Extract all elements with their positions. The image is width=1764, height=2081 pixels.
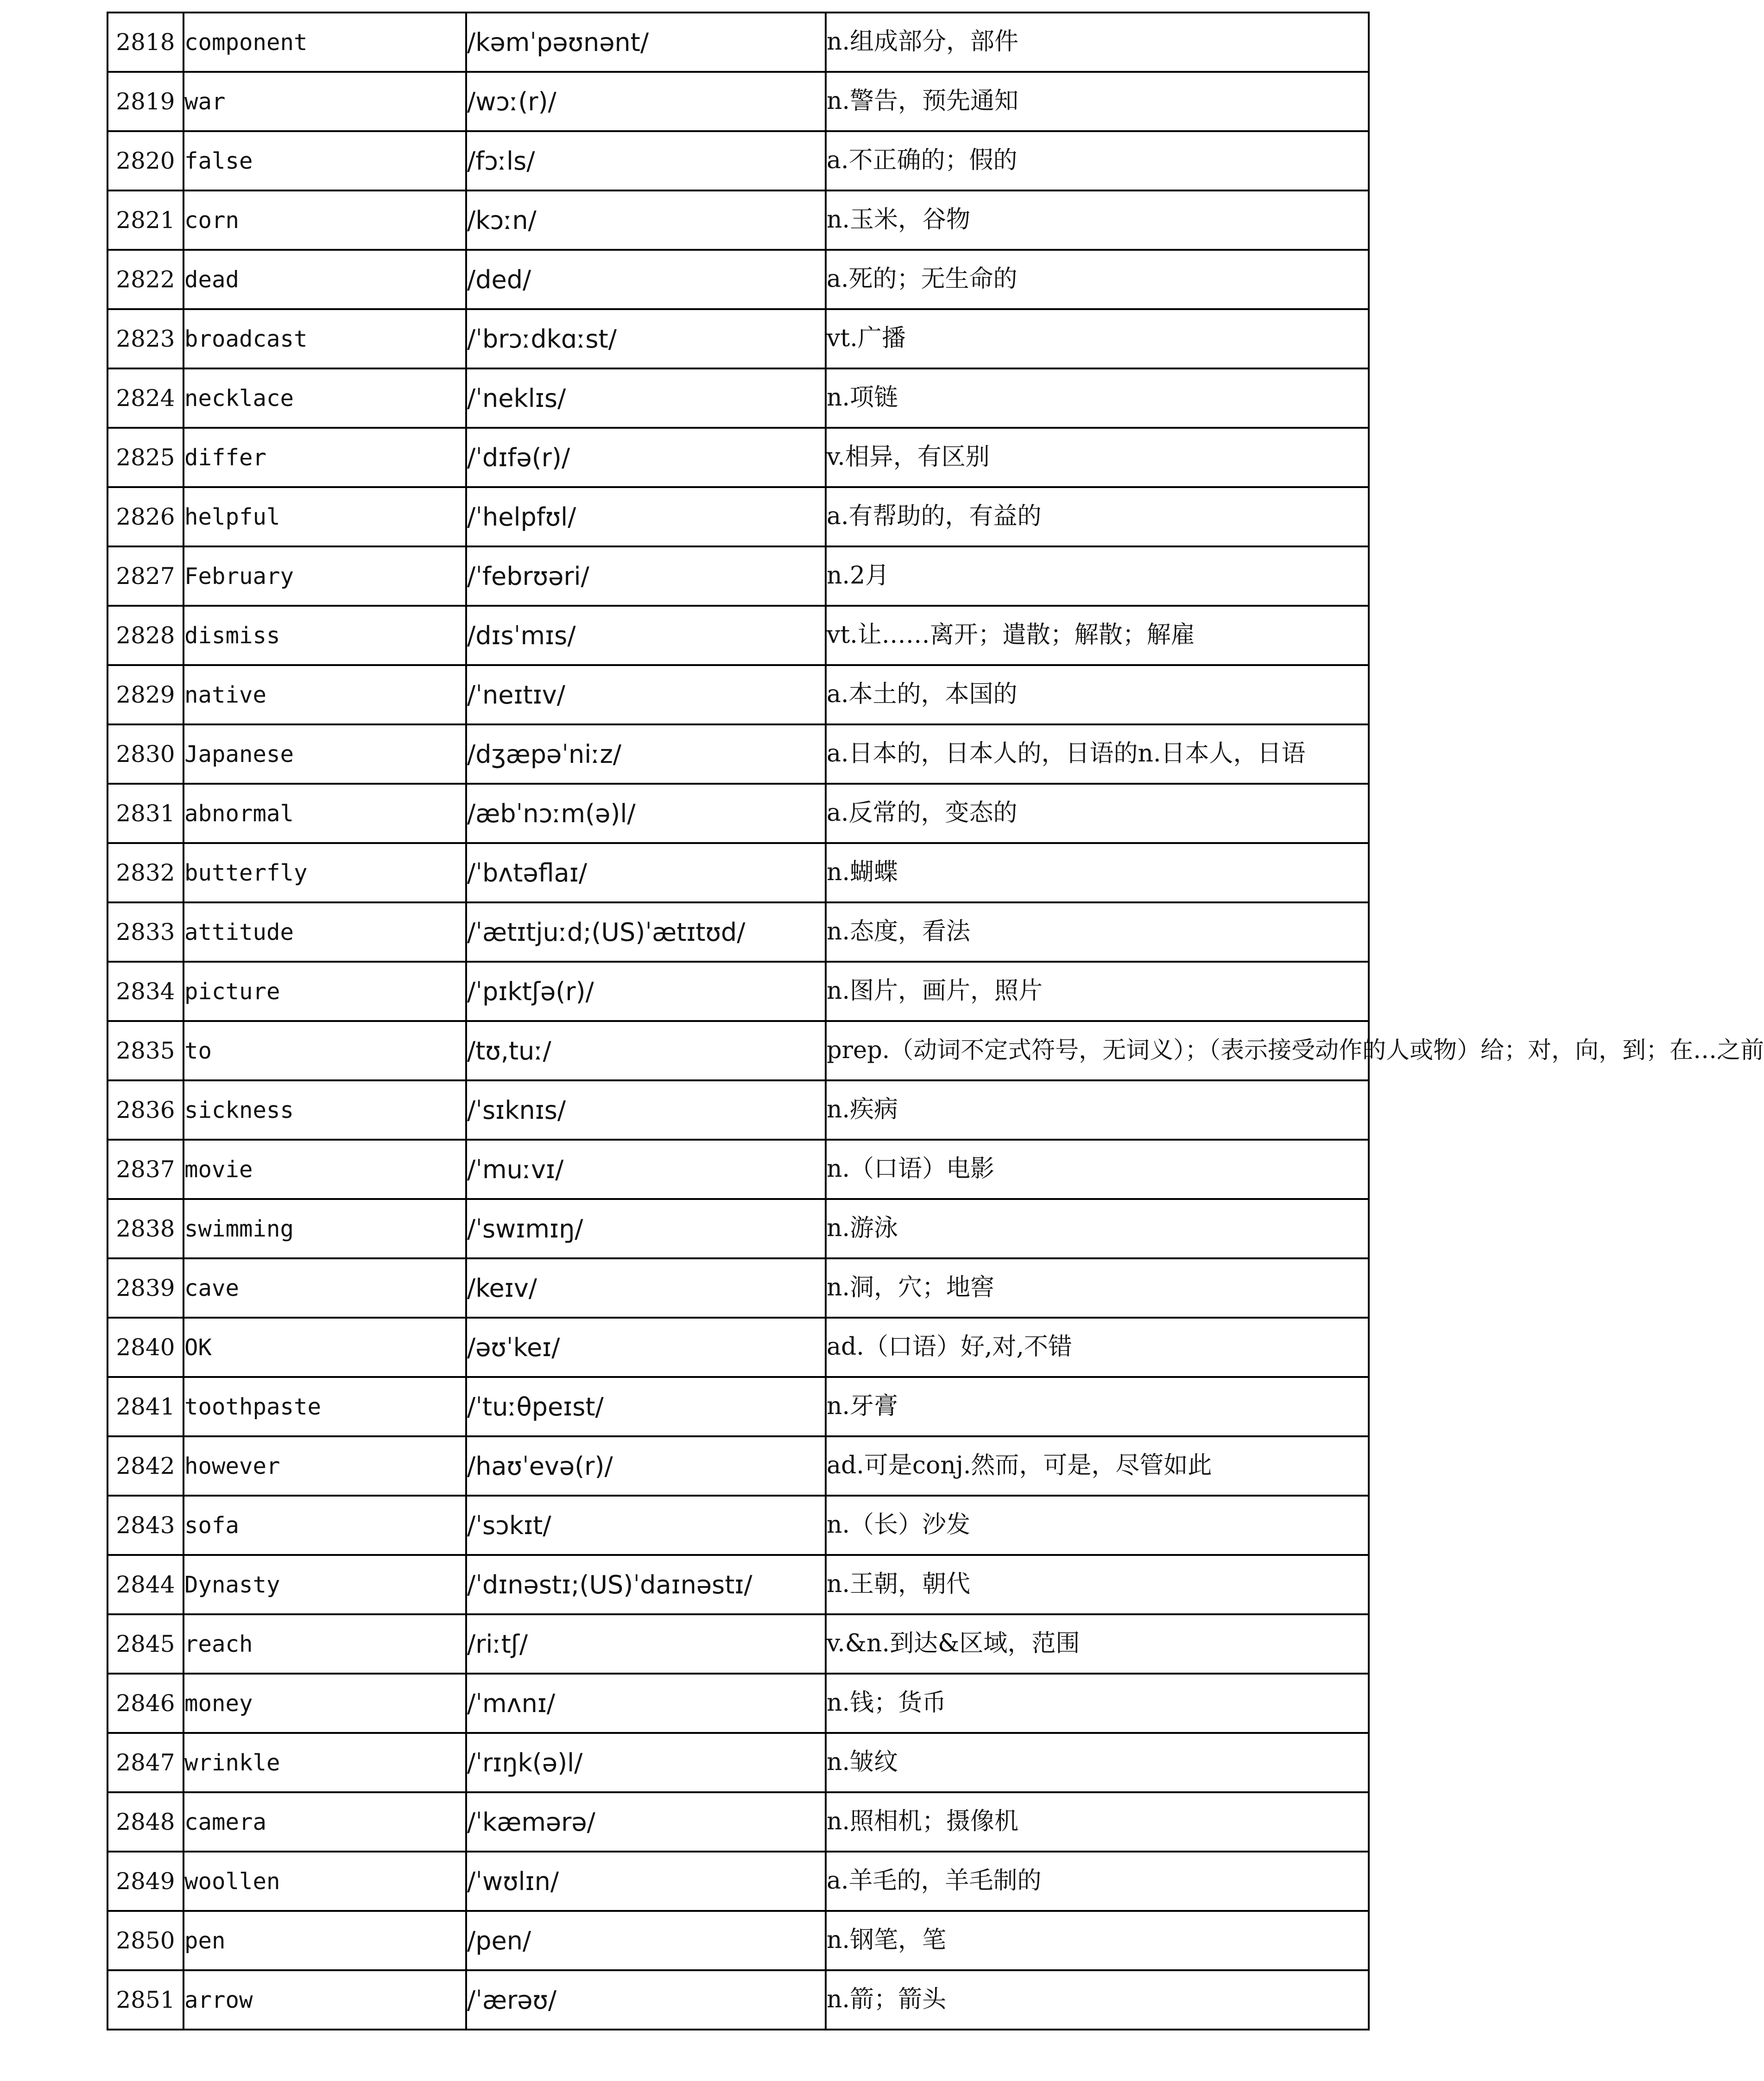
- entry-definition: n.钱；货币: [826, 1674, 1369, 1733]
- entry-pronunciation: /keɪv/: [466, 1258, 826, 1318]
- table-row: [107, 1555, 1369, 1614]
- vocabulary-sheet: [107, 12, 1764, 2030]
- entry-number: 2844: [107, 1555, 183, 1614]
- entry-number: 2820: [107, 131, 183, 190]
- entry-definition: n.项链: [826, 368, 1369, 428]
- entry-number: 2818: [107, 13, 183, 72]
- entry-definition: ad.可是conj.然而，可是，尽管如此: [826, 1436, 1369, 1496]
- entry-pronunciation: /ˈærəʊ/: [466, 1970, 826, 2030]
- entry-number: 2831: [107, 784, 183, 843]
- entry-number: 2845: [107, 1614, 183, 1674]
- entry-pronunciation: /ˈkæmərə/: [466, 1792, 826, 1852]
- table-row: [107, 190, 1369, 250]
- entry-word: native: [183, 665, 466, 724]
- table-row: [107, 1614, 1369, 1674]
- entry-definition: n.疾病: [826, 1080, 1369, 1140]
- entry-pronunciation: /ˈpɪktʃə(r)/: [466, 962, 826, 1021]
- entry-definition: a.日本的，日本人的，日语的n.日本人，日语: [826, 724, 1369, 784]
- entry-word: differ: [183, 428, 466, 487]
- entry-word: component: [183, 13, 466, 72]
- entry-word: OK: [183, 1318, 466, 1377]
- entry-word: toothpaste: [183, 1377, 466, 1436]
- entry-number: 2832: [107, 843, 183, 902]
- table-row: [107, 428, 1369, 487]
- entry-word: dismiss: [183, 606, 466, 665]
- table-row: [107, 1318, 1369, 1377]
- entry-number: 2849: [107, 1852, 183, 1911]
- entry-word: wrinkle: [183, 1733, 466, 1792]
- entry-number: 2846: [107, 1674, 183, 1733]
- table-row: [107, 546, 1369, 606]
- entry-number: 2839: [107, 1258, 183, 1318]
- entry-word: sickness: [183, 1080, 466, 1140]
- entry-word: attitude: [183, 902, 466, 962]
- table-row: [107, 1258, 1369, 1318]
- table-row: [107, 1377, 1369, 1436]
- entry-word: movie: [183, 1140, 466, 1199]
- table-row: [107, 13, 1369, 72]
- entry-pronunciation: /əʊˈkeɪ/: [466, 1318, 826, 1377]
- table-row: [107, 1911, 1369, 1970]
- entry-pronunciation: /dʒæpəˈniːz/: [466, 724, 826, 784]
- table-row: [107, 1970, 1369, 2030]
- entry-definition: a.羊毛的，羊毛制的: [826, 1852, 1369, 1911]
- entry-definition: n.照相机；摄像机: [826, 1792, 1369, 1852]
- entry-word: woollen: [183, 1852, 466, 1911]
- table-row: [107, 665, 1369, 724]
- entry-word: money: [183, 1674, 466, 1733]
- entry-number: 2822: [107, 250, 183, 309]
- entry-word: camera: [183, 1792, 466, 1852]
- vocabulary-table-body: [107, 13, 1764, 2030]
- entry-definition: n.警告，预先通知: [826, 72, 1369, 131]
- entry-pronunciation: /ˈmuːvɪ/: [466, 1140, 826, 1199]
- entry-number: 2824: [107, 368, 183, 428]
- entry-definition: ad.（口语）好,对,不错: [826, 1318, 1369, 1377]
- entry-number: 2835: [107, 1021, 183, 1080]
- table-row: [107, 72, 1369, 131]
- entry-word: picture: [183, 962, 466, 1021]
- table-row: [107, 606, 1369, 665]
- entry-pronunciation: /æbˈnɔːm(ə)l/: [466, 784, 826, 843]
- table-row: [107, 1792, 1369, 1852]
- table-row: [107, 724, 1369, 784]
- entry-number: 2827: [107, 546, 183, 606]
- entry-word: reach: [183, 1614, 466, 1674]
- entry-definition: n.态度，看法: [826, 902, 1369, 962]
- entry-pronunciation: /ˈbʌtəflaɪ/: [466, 843, 826, 902]
- table-row: [107, 1852, 1369, 1911]
- entry-word: helpful: [183, 487, 466, 546]
- entry-word: Japanese: [183, 724, 466, 784]
- entry-pronunciation: /ˈsɪknɪs/: [466, 1080, 826, 1140]
- entry-number: 2821: [107, 190, 183, 250]
- entry-number: 2841: [107, 1377, 183, 1436]
- entry-definition: n.钢笔，笔: [826, 1911, 1369, 1970]
- table-row: [107, 1496, 1369, 1555]
- entry-word: dead: [183, 250, 466, 309]
- entry-number: 2840: [107, 1318, 183, 1377]
- table-row: [107, 1021, 1369, 1080]
- entry-pronunciation: /ˈfebrʊəri/: [466, 546, 826, 606]
- entry-word: cave: [183, 1258, 466, 1318]
- entry-pronunciation: /ˈætɪtjuːd;(US)ˈætɪtʊd/: [466, 902, 826, 962]
- entry-pronunciation: /ˈneklɪs/: [466, 368, 826, 428]
- entry-word: arrow: [183, 1970, 466, 2030]
- entry-word: abnormal: [183, 784, 466, 843]
- entry-definition: a.死的；无生命的: [826, 250, 1369, 309]
- entry-word: pen: [183, 1911, 466, 1970]
- entry-pronunciation: /riːtʃ/: [466, 1614, 826, 1674]
- entry-number: 2847: [107, 1733, 183, 1792]
- entry-pronunciation: /ˈmʌnɪ/: [466, 1674, 826, 1733]
- entry-number: 2825: [107, 428, 183, 487]
- entry-definition: prep.（动词不定式符号，无词义）；（表示接受动作的人或物）给；对，向，到；在…之前: [826, 1021, 1369, 1080]
- entry-definition: n.2月: [826, 546, 1369, 606]
- entry-word: February: [183, 546, 466, 606]
- entry-definition: n.洞，穴；地窖: [826, 1258, 1369, 1318]
- entry-pronunciation: /ˈswɪmɪŋ/: [466, 1199, 826, 1258]
- table-row: [107, 1436, 1369, 1496]
- entry-word: however: [183, 1436, 466, 1496]
- table-row: [107, 487, 1369, 546]
- entry-pronunciation: /ˈbrɔːdkɑːst/: [466, 309, 826, 368]
- entry-number: 2837: [107, 1140, 183, 1199]
- entry-pronunciation: /pen/: [466, 1911, 826, 1970]
- entry-definition: n.箭；箭头: [826, 1970, 1369, 2030]
- entry-pronunciation: /ˈwʊlɪn/: [466, 1852, 826, 1911]
- entry-pronunciation: /ˈrɪŋk(ə)l/: [466, 1733, 826, 1792]
- entry-word: to: [183, 1021, 466, 1080]
- entry-number: 2834: [107, 962, 183, 1021]
- entry-number: 2823: [107, 309, 183, 368]
- entry-word: broadcast: [183, 309, 466, 368]
- entry-number: 2826: [107, 487, 183, 546]
- entry-pronunciation: /ˈhelpfʊl/: [466, 487, 826, 546]
- entry-pronunciation: /ˈtuːθpeɪst/: [466, 1377, 826, 1436]
- table-row: [107, 368, 1369, 428]
- entry-definition: v.相异，有区别: [826, 428, 1369, 487]
- entry-word: war: [183, 72, 466, 131]
- entry-definition: a.本土的，本国的: [826, 665, 1369, 724]
- entry-number: 2836: [107, 1080, 183, 1140]
- entry-definition: n.玉米，谷物: [826, 190, 1369, 250]
- table-row: [107, 1733, 1369, 1792]
- table-row: [107, 1080, 1369, 1140]
- table-row: [107, 902, 1369, 962]
- entry-pronunciation: /ˈdɪnəstɪ;(US)ˈdaɪnəstɪ/: [466, 1555, 826, 1614]
- table-row: [107, 309, 1369, 368]
- entry-number: 2850: [107, 1911, 183, 1970]
- entry-definition: a.反常的，变态的: [826, 784, 1369, 843]
- entry-definition: n.王朝，朝代: [826, 1555, 1369, 1614]
- entry-pronunciation: /tʊ,tuː/: [466, 1021, 826, 1080]
- vocabulary-table: [107, 12, 1764, 2030]
- entry-pronunciation: /dɪsˈmɪs/: [466, 606, 826, 665]
- entry-pronunciation: /ˈdɪfə(r)/: [466, 428, 826, 487]
- entry-pronunciation: /kɔːn/: [466, 190, 826, 250]
- entry-word: corn: [183, 190, 466, 250]
- table-row: [107, 843, 1369, 902]
- entry-number: 2838: [107, 1199, 183, 1258]
- entry-number: 2848: [107, 1792, 183, 1852]
- entry-definition: n.（口语）电影: [826, 1140, 1369, 1199]
- table-row: [107, 131, 1369, 190]
- entry-definition: a.不正确的；假的: [826, 131, 1369, 190]
- entry-number: 2828: [107, 606, 183, 665]
- entry-definition: n.游泳: [826, 1199, 1369, 1258]
- entry-definition: n.（长）沙发: [826, 1496, 1369, 1555]
- entry-number: 2843: [107, 1496, 183, 1555]
- entry-word: false: [183, 131, 466, 190]
- entry-definition: vt.广播: [826, 309, 1369, 368]
- entry-word: necklace: [183, 368, 466, 428]
- entry-pronunciation: /wɔː(r)/: [466, 72, 826, 131]
- entry-word: sofa: [183, 1496, 466, 1555]
- entry-number: 2830: [107, 724, 183, 784]
- entry-definition: n.牙膏: [826, 1377, 1369, 1436]
- entry-number: 2829: [107, 665, 183, 724]
- entry-definition: n.图片，画片，照片: [826, 962, 1369, 1021]
- entry-definition: n.蝴蝶: [826, 843, 1369, 902]
- table-row: [107, 1140, 1369, 1199]
- entry-definition: a.有帮助的，有益的: [826, 487, 1369, 546]
- entry-number: 2819: [107, 72, 183, 131]
- entry-definition: vt.让……离开；遣散；解散；解雇: [826, 606, 1369, 665]
- entry-word: Dynasty: [183, 1555, 466, 1614]
- entry-pronunciation: /ˈsɔkɪt/: [466, 1496, 826, 1555]
- table-row: [107, 1674, 1369, 1733]
- entry-pronunciation: /fɔːls/: [466, 131, 826, 190]
- entry-pronunciation: /haʊˈevə(r)/: [466, 1436, 826, 1496]
- entry-definition: v.&n.到达&区域，范围: [826, 1614, 1369, 1674]
- entry-word: butterfly: [183, 843, 466, 902]
- entry-number: 2833: [107, 902, 183, 962]
- table-row: [107, 784, 1369, 843]
- entry-definition: n.组成部分，部件: [826, 13, 1369, 72]
- entry-pronunciation: /ˈneɪtɪv/: [466, 665, 826, 724]
- entry-number: 2842: [107, 1436, 183, 1496]
- entry-pronunciation: /kəmˈpəʊnənt/: [466, 13, 826, 72]
- entry-number: 2851: [107, 1970, 183, 2030]
- entry-word: swimming: [183, 1199, 466, 1258]
- entry-definition: n.皱纹: [826, 1733, 1369, 1792]
- table-row: [107, 962, 1369, 1021]
- table-row: [107, 250, 1369, 309]
- entry-pronunciation: /ded/: [466, 250, 826, 309]
- table-row: [107, 1199, 1369, 1258]
